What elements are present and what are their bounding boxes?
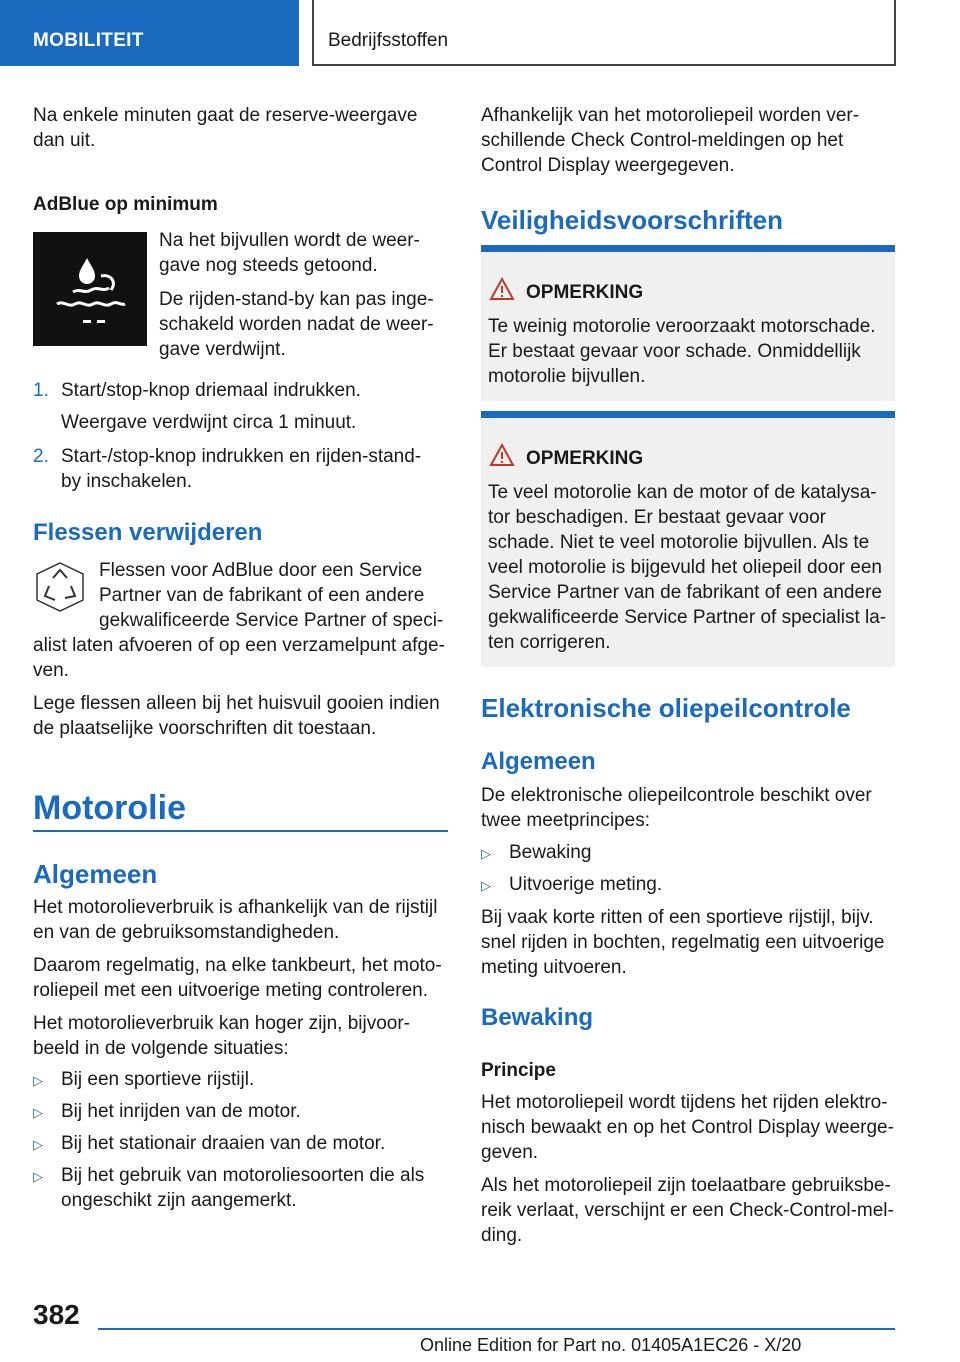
principe-text <box>481 1090 897 1248</box>
text-line: de plaatselijke voorschriften dit toestaan. <box>33 718 377 739</box>
notice-box-2 <box>481 411 895 667</box>
warning-triangle-icon <box>489 277 515 308</box>
text-line: roliepeil met een uitvoerige meting controleren. <box>33 980 428 1001</box>
text-line: Te veel motorolie kan de motor of de katalysa- <box>488 482 877 503</box>
triangle-bullet-icon: ▷ <box>33 1073 43 1088</box>
section-label: MOBILITEIT <box>33 30 144 51</box>
chapter-label: Bedrijfsstoffen <box>328 30 449 51</box>
right-algemeen-text-2 <box>481 905 897 980</box>
text-line: Control Display weergegeven. <box>481 155 735 176</box>
text-line: motorolie bijvullen. <box>488 366 646 387</box>
list-item <box>481 872 896 897</box>
triangle-bullet-icon: ▷ <box>481 846 491 861</box>
text-line: en van de gebruiksomstandigheden. <box>33 922 340 943</box>
algemeen-title-right: Algemeen <box>481 748 596 775</box>
triangle-bullet-icon: ▷ <box>33 1105 43 1120</box>
right-intro <box>481 103 896 178</box>
list-item <box>33 1163 448 1213</box>
text-line: Daarom regelmatig, na elke tankbeurt, het moto- <box>33 955 442 976</box>
algemeen-title: Algemeen <box>33 859 158 889</box>
text-line: reik verlaat, verschijnt er een Check-Control-mel- <box>481 1200 894 1221</box>
list-item <box>33 1131 448 1156</box>
footer-rule <box>98 1328 895 1330</box>
text-line: Na enkele minuten gaat de reserve-weergave <box>33 105 418 126</box>
text-line: dan uit. <box>33 130 96 151</box>
text-line: Start-/stop-knop indrukken en rijden-stand- <box>61 446 422 467</box>
step-number: 1. <box>33 380 49 401</box>
veiligheid-title: Veiligheidsvoorschriften <box>481 205 783 235</box>
text-line: Start/stop-knop driemaal indrukken. <box>61 380 361 401</box>
principe-title: Principe <box>481 1060 556 1081</box>
text-line: geven. <box>481 1142 539 1163</box>
text-line: Uitvoerige meting. <box>509 874 663 895</box>
intro-paragraph <box>33 103 448 153</box>
text-line: beeld in de volgende situaties: <box>33 1038 289 1059</box>
text-line: gave verdwijnt. <box>159 339 286 360</box>
text-line: Het motorolieverbruik is afhankelijk van de rijstijl <box>33 897 438 918</box>
text-line: De elektronische oliepeilcontrole beschikt over <box>481 785 872 806</box>
text-line: veel motorolie is bijgevuld het oliepeil door een <box>488 557 882 578</box>
flessen-title: Flessen verwijderen <box>33 519 263 546</box>
text-line: by inschakelen. <box>61 471 192 492</box>
chapter-header <box>312 0 896 66</box>
text-line: ongeschikt zijn aangemerkt. <box>61 1190 297 1211</box>
text-line: schillende Check Control-meldingen op het <box>481 130 844 151</box>
text-line: snel rijden in bochten, regelmatig een uitvoerige <box>481 932 885 953</box>
text-line: Weergave verdwijnt circa 1 minuut. <box>61 412 357 433</box>
text-line: Bij het inrijden van de motor. <box>61 1101 301 1122</box>
text-line: schakeld worden nadat de weer- <box>159 314 434 335</box>
text-line: ding. <box>481 1225 523 1246</box>
text-line: Lege flessen alleen bij het huisvuil gooien indien <box>33 693 440 714</box>
step-1 <box>33 378 448 435</box>
edition-text: Online Edition for Part no. 01405A1EC26 - X/20 <box>420 1335 802 1355</box>
text-line: Bewaking <box>509 842 592 863</box>
triangle-bullet-icon: ▷ <box>481 878 491 893</box>
text-line: gave nog steeds getoond. <box>159 255 378 276</box>
text-line: meting uitvoeren. <box>481 957 627 978</box>
notice-box-1 <box>481 245 895 401</box>
title-rule <box>33 830 448 832</box>
notice-text <box>488 480 892 655</box>
text-line: Bij vaak korte ritten of een sportieve rijstijl, bijv. <box>481 907 874 928</box>
list-item <box>33 1067 448 1092</box>
text-line: gekwalificeerde Service Partner of speci- <box>99 610 444 631</box>
text-line: alist laten afvoeren of op een verzamelpunt afge- <box>33 635 445 656</box>
right-algemeen-text <box>481 783 896 833</box>
text-line: Bij het stationair draaien van de motor. <box>61 1133 386 1154</box>
text-line: De rijden-stand-by kan pas inge- <box>159 289 434 310</box>
text-line: Partner van de fabrikant of een andere <box>99 585 425 606</box>
text-line: tor beschadigen. Er bestaat gevaar voor <box>488 507 826 528</box>
motorolie-title: Motorolie <box>33 789 186 827</box>
text-line: schade. Niet te veel motorolie bijvullen. Als te <box>488 532 870 553</box>
text-line: nisch bewaakt en op het Control Display weerge- <box>481 1117 894 1138</box>
text-line: Flessen voor AdBlue door een Service <box>99 560 423 581</box>
text-line: Afhankelijk van het motoroliepeil worden ver- <box>481 105 860 126</box>
notice-text <box>488 314 892 389</box>
warning-triangle-icon <box>489 443 515 474</box>
text-line: Bij het gebruik van motoroliesoorten die als <box>61 1165 425 1186</box>
text-line: Het motorolieverbruik kan hoger zijn, bijvoor- <box>33 1013 410 1034</box>
recycle-icon <box>33 560 87 614</box>
triangle-bullet-icon: ▷ <box>33 1137 43 1152</box>
adblue-text <box>159 228 449 362</box>
flessen-text-top <box>99 558 449 633</box>
adblue-warning-icon <box>33 232 147 346</box>
text-line: Na het bijvullen wordt de weer- <box>159 230 420 251</box>
section-tab <box>0 0 299 66</box>
adblue-title: AdBlue op minimum <box>33 194 218 215</box>
text-line: Het motoroliepeil wordt tijdens het rijden elektro- <box>481 1092 888 1113</box>
text-line: twee meetprincipes: <box>481 810 650 831</box>
step-2 <box>33 444 448 494</box>
triangle-bullet-icon: ▷ <box>33 1169 43 1184</box>
list-item <box>33 1099 448 1124</box>
text-line: gekwalificeerde Service Partner of specialist la- <box>488 607 887 628</box>
text-line: Te weinig motorolie veroorzaakt motorschade. <box>488 316 876 337</box>
page-number: 382 <box>33 1299 80 1330</box>
list-item <box>481 840 896 865</box>
text-line: ven. <box>33 660 69 681</box>
notice-heading: OPMERKING <box>526 448 644 469</box>
text-line: Als het motoroliepeil zijn toelaatbare gebruiksbe- <box>481 1175 891 1196</box>
text-line: Service Partner van de fabrikant of een andere <box>488 582 882 603</box>
flessen-text-bottom <box>33 633 449 741</box>
elektronische-title: Elektronische oliepeilcontrole <box>481 693 851 723</box>
algemeen-text <box>33 895 449 1061</box>
text-line: Bij een sportieve rijstijl. <box>61 1069 255 1090</box>
text-line: ten corrigeren. <box>488 632 611 653</box>
bewaking-title: Bewaking <box>481 1004 594 1031</box>
step-number: 2. <box>33 446 49 467</box>
notice-heading: OPMERKING <box>526 282 644 303</box>
text-line: Er bestaat gevaar voor schade. Onmiddellijk <box>488 341 861 362</box>
